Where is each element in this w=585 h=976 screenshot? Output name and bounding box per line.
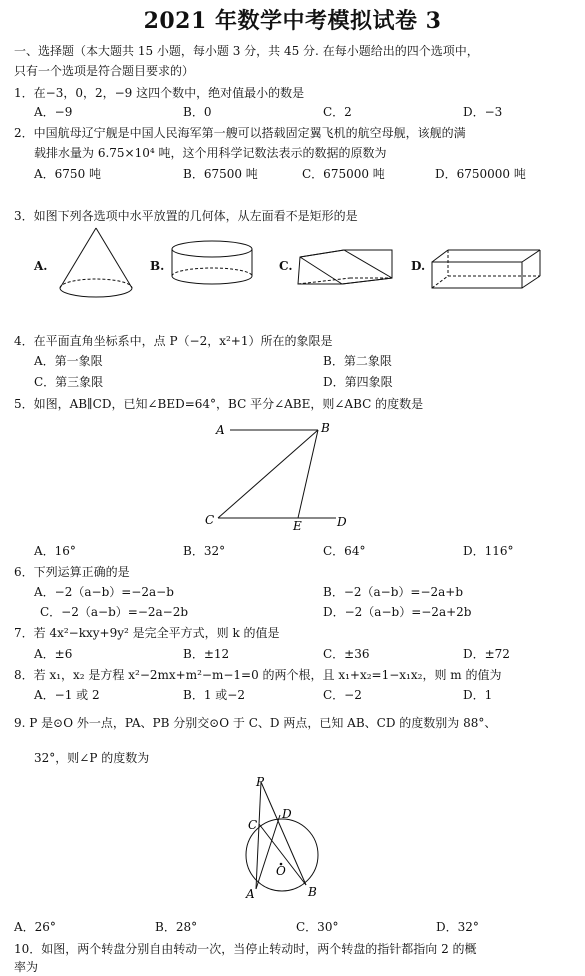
question-2-stem-cont: 载排水量为 6.75×10⁴ 吨，这个用科学记数法表示的数据的原数为 (34, 146, 387, 160)
question-9-figure (232, 772, 342, 902)
question-5-figure (200, 418, 360, 536)
question-6-stem: 6．下列运算正确的是 (14, 565, 130, 579)
question-6-option-a: A．−2（a−b）=−2a−b (34, 585, 174, 599)
question-5-option-a: A．16° (34, 544, 76, 558)
question-1-option-c: C．2 (323, 105, 352, 119)
question-5-option-c: C．64° (323, 544, 366, 558)
question-7-option-c: C．±36 (323, 647, 370, 661)
page-title: 2021 年数学中考模拟试卷 3 (143, 8, 442, 34)
question-9-stem: 9. P 是⊙O 外一点，PA、PB 分别交⊙O 于 C、D 两点，已知 AB、CD 的度数别为 88°、 (14, 716, 497, 730)
question-9-option-d: D．32° (436, 920, 479, 934)
question-6-option-b: B．−2（a−b）=−2a+b (323, 585, 464, 599)
rectangular-box-figure (432, 250, 540, 288)
question-1-stem: 1．在−3，0，2，−9 这四个数中，绝对值最小的数是 (14, 86, 305, 100)
question-8-option-c: C．−2 (323, 688, 362, 702)
question-8-option-b: B．1 或−2 (183, 688, 245, 702)
question-7-option-a: A．±6 (34, 647, 73, 661)
question-10-stem-cont: 率为 (14, 960, 39, 974)
question-2-option-d: D．6750000 吨 (435, 167, 526, 181)
point-c-label-q9: C (248, 818, 258, 832)
question-10-stem: 10．如图，两个转盘分别自由转动一次，当停止转动时，两个转盘的指针都指向 2 的概 (14, 942, 477, 956)
question-9-option-a: A．26° (14, 920, 56, 934)
question-4-option-c: C．第三象限 (34, 375, 104, 389)
cylinder-figure (172, 241, 252, 284)
point-d-label: D (337, 515, 347, 529)
question-7-option-d: D．±72 (463, 647, 510, 661)
question-3-stem: 3．如图下列各选项中水平放置的几何体，从左面看不是矩形的是 (14, 209, 358, 223)
question-3-option-d: D. (411, 259, 426, 273)
question-8-option-d: D．1 (463, 688, 493, 702)
question-4-option-d: D．第四象限 (323, 375, 393, 389)
point-e-label: E (293, 519, 302, 533)
point-a-label-q9: A (246, 887, 255, 901)
question-5-stem: 5．如图，AB∥CD，已知∠BED=64°，BC 平分∠ABE，则∠ABC 的度数是 (14, 397, 424, 411)
question-9-stem-cont: 32°，则∠P 的度数为 (34, 751, 150, 765)
question-3-figures (0, 222, 585, 302)
point-o-label: O (276, 864, 286, 878)
point-p-label: P (256, 775, 265, 789)
question-3-option-c: C. (279, 259, 293, 273)
question-8-option-a: A．−1 或 2 (34, 688, 100, 702)
point-b-label-q9: B (308, 885, 317, 899)
point-c-label: C (205, 513, 215, 527)
question-5-option-b: B．32° (183, 544, 226, 558)
cone-figure (60, 228, 132, 297)
point-b-label: B (321, 421, 330, 435)
question-4-option-b: B．第二象限 (323, 354, 392, 368)
question-6-option-d: D．−2（a−b）=−2a+2b (323, 605, 472, 619)
question-9-option-b: B．28° (155, 920, 198, 934)
question-6-option-c: C．−2（a−b）=−2a−2b (40, 605, 189, 619)
question-3-option-a: A. (34, 259, 48, 273)
question-8-stem: 8．若 x₁，x₂ 是方程 x²−2mx+m²−m−1=0 的两个根，且 x₁+x₂=1−x₁x₂，则 m 的值为 (14, 668, 502, 682)
question-2-option-c: C．675000 吨 (302, 167, 385, 181)
question-2-option-a: A．6750 吨 (34, 167, 102, 181)
question-2-option-b: B．67500 吨 (183, 167, 258, 181)
question-9-option-c: C．30° (296, 920, 339, 934)
question-7-option-b: B．±12 (183, 647, 230, 661)
section-header-line1: 一、选择题（本大题共 15 小题，每小题 3 分，共 45 分. 在每小题给出的四个选项中， (14, 44, 479, 58)
point-d-label-q9: D (282, 807, 292, 821)
question-4-option-a: A．第一象限 (34, 354, 103, 368)
question-7-stem: 7．若 4x²−kxy+9y² 是完全平方式，则 k 的值是 (14, 626, 280, 640)
question-1-option-a: A．−9 (34, 105, 73, 119)
question-4-stem: 4．在平面直角坐标系中，点 P（−2，x²+1）所在的象限是 (14, 334, 333, 348)
question-5-option-d: D．116° (463, 544, 514, 558)
question-2-stem: 2．中国航母辽宁舰是中国人民海军第一艘可以搭载固定翼飞机的航空母舰，该舰的满 (14, 126, 466, 140)
question-1-option-d: D．−3 (463, 105, 503, 119)
section-header-line2: 只有一个选项是符合题目要求的） (14, 64, 195, 78)
triangular-prism-figure (298, 250, 392, 284)
question-1-option-b: B．0 (183, 105, 212, 119)
point-a-label: A (216, 423, 225, 437)
question-3-option-b: B. (150, 259, 165, 273)
